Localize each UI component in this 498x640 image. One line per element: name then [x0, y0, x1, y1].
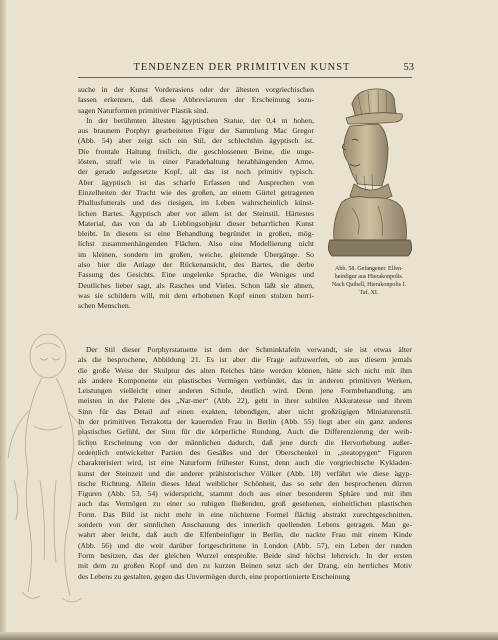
text-line: Sinn für das Detail auf einen exakten, lebendigen, aber nicht großzügigen Miniaturenstil.: [78, 406, 412, 416]
caption-line: beinfigur aus Hierakonpolis.: [334, 274, 404, 280]
text-line: also hier die Anlage der Rückenansicht, des Bartes, die derbe: [78, 260, 314, 270]
text-line: der gerade aufgesetzte Kopf, all das ist noch primitiv typisch.: [78, 167, 314, 177]
text-line: mit dem zu großen Kopf und den zu kurzen Beinen setzt sich der Drang, ein herrliches Motiv: [78, 561, 412, 571]
ivory-figure-image: [322, 84, 416, 262]
text-line: Einzelheiten der Tracht wie des großen, an einem Gürtel getragenen: [78, 187, 314, 197]
text-line: des Lebens zu gestalten, gegen das Unvermögen durch, eine proportionierte Erscheinung: [78, 571, 350, 581]
text-line: sagen Naturformen primitiver Plastik sind.: [78, 105, 209, 115]
text-line: ordentlich entwickelter Partien des Gesäßes und der Oberschenkel in „steatopygen“ Figuren: [78, 447, 412, 457]
text-line: tische Richtung. Allein dieses Ideal weiblicher Schönheit, das so sehr den besprochenen dürren: [78, 478, 412, 488]
text-line: (Abb. 54) aber zeigt sich ein Stil, der schlechthin ägyptisch ist.: [78, 136, 314, 146]
text-line: was sie schildern will, mit dem erhobenen Kopf einen stolzen herri-: [78, 290, 314, 300]
text-line: Form besitzen, das der gleichen Wurzel entsproßte. Beide sind höchst lehrreich. In der ersten: [78, 550, 412, 560]
text-line: Figuren (Abb. 53, 54) widerspricht, stammt doch aus einer besonderen Sphäre und mit ihm: [78, 489, 412, 499]
text-line: In der primitiven Terrakotta der kauernden Frau in Berlin (Abb. 55) liegt aber ein ganz anderes: [78, 417, 412, 427]
text-line: schen Menschen.: [78, 301, 131, 311]
text-line: Aber ägyptisch ist das scharfe Erfassen und Ausprechen von: [78, 177, 314, 187]
text-line: lassen erkennen, daß diese Abbreviaturen der Erscheinung sozu-: [78, 95, 314, 105]
text-line: als die besprochene, Abbildung 21. Es ist aber die Frage aufzuwerfen, ob aus diesem jemals: [78, 355, 412, 365]
text-line: sondern von der sinnlichen Anschauung des innerlich quellenden Lebens getragen. Man ge-: [78, 520, 412, 530]
page-bottom-edge: [0, 632, 498, 640]
caption-line: Abb. 58. Gefangener. Elfen-: [335, 266, 403, 272]
text-line: Material, das von da ab Lieblingsobjekt dieser beharrlichen Kunst: [78, 218, 314, 228]
text-line: lichen Erscheinung von der männlichen dadurch, daß jene durch die Hervorhebung außer-: [78, 437, 412, 447]
text-line: im kleinen, sondern im großen, weiche, gleitende Übergänge. So: [78, 249, 314, 259]
text-column-top: [78, 85, 314, 312]
text-line: als andere Komponente ein plastisches Vermögen verbündet, das in anderen primitiven Werken,: [78, 375, 412, 385]
text-line: wahrt aber leicht, daß auch die Elfenbeinfigur in Berlin, die nackte Frau mit einem Kinde: [78, 530, 412, 540]
text-line: lichen Bartes. Ägyptisch aber vor allem ist der Steinstil. Härtestes: [78, 208, 314, 218]
text-line: bleibt. In diesem ist eine Behandlung begründet in großen, mög-: [78, 229, 314, 239]
text-line: suche in der Kunst Vorderasiens oder der ältesten vorgriechischen: [78, 85, 314, 94]
text-line: charakterisiert wird, ist eine Naturform frühester Kunst, denn auch die vorgriechische Kykladen-: [78, 458, 412, 468]
text-line: plastisches Gefühl, der Sinn für die körperliche Rundung. Auch die Differenzierung der weib-: [78, 427, 412, 437]
text-line: lichst zusammenhängenden Flächen. Also eine Modellierung nicht: [78, 239, 314, 249]
text-line: Fassung des Gesichts. Eine ungelenke Sprache, die Weniges und: [78, 270, 314, 280]
text-line: Der Stil dieser Porphyrstatuette ist dem der Schminktafeln verwandt, sie ist etwas älter: [86, 345, 412, 354]
header-rule: [78, 77, 412, 78]
pencil-sketch-marginalia: [0, 330, 110, 620]
text-line: auch das Vermögen zu einer so ruhigen fließenden, groß gesehenen, einheitlichen plastischen: [78, 499, 412, 509]
text-line: die große Weise der Skulptur des alten Reiches hätte werden können, hätte sich nicht mit ihm: [78, 365, 412, 375]
text-line: lösten, straff wie in einer Paradehaltung herabhängenden Arme,: [78, 157, 314, 167]
text-line: aus braunem Porphyr gearbeiteten Figur der Sammlung Mac Gregor: [78, 126, 314, 136]
text-line: meisten in der Palette des „Nar-mer“ (Abb. 22), geht in ihrer subtilen Akkuratesse und ihrem: [78, 396, 412, 406]
running-title: TENDENZEN DER PRIMITIVEN KUNST: [133, 62, 351, 73]
text-line: Leistungen vielleicht einer anderen Schule, deutlich wird. Denn jene Formbehandlung, am: [78, 386, 412, 396]
page-number: 53: [403, 62, 414, 73]
text-line: (Abb. 56) und die weit darüber fortgeschrittene in London (Abb. 57), ein Leben der runden: [78, 540, 412, 550]
text-line: Form. Das Bild ist nicht mehr in eine nüchterne Formel flächig abstrakt zurechtgeschnitten,: [78, 509, 412, 519]
text-line: Phallusfutterals und des riesigen, im Leben wahrscheinlich künst-: [78, 198, 314, 208]
figure-caption: [322, 265, 416, 297]
text-line: Die frontale Haltung freilich, die geschlossenen Beine, die unge-: [78, 146, 314, 156]
text-line: kunst der Steinzeit und die anderer prähistorischer Völker (Abb. 18) verfährt wie diese ägyp-: [78, 468, 412, 478]
caption-line: Taf. XI.: [359, 290, 379, 296]
text-line: Deutliches lieber sagt, als Rasches und Vieles. Schon läßt sie ahnen,: [78, 280, 314, 290]
text-column-bottom: [78, 345, 412, 582]
caption-line: Nach Quibell, Hierakonpolis I.: [331, 282, 407, 288]
text-line: In der berühmten ältesten ägyptischen Statue, der 0,4 m hohen,: [86, 115, 314, 125]
